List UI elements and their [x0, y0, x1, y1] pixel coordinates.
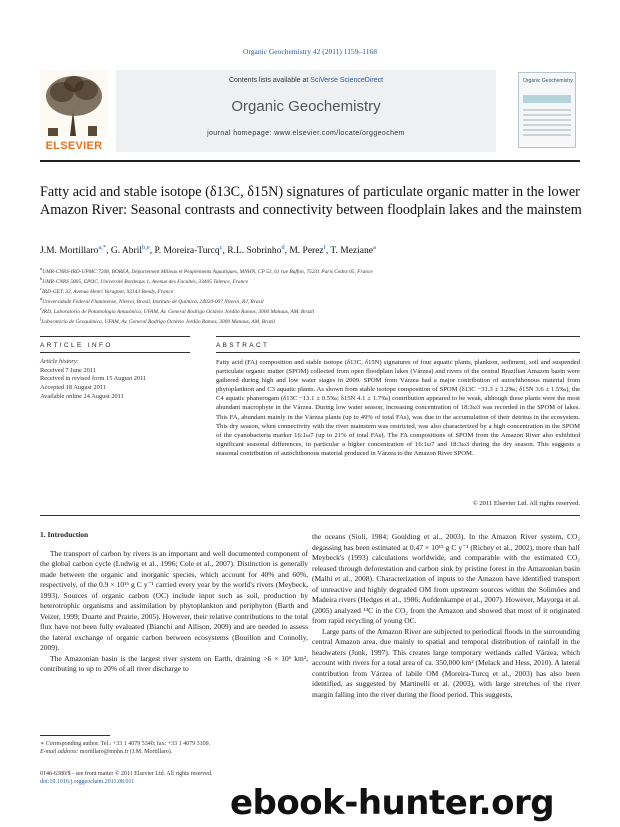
journal-homepage-link[interactable]: www.elsevier.com/locate/orggeochem: [274, 130, 405, 137]
info-top-rule: [40, 336, 190, 337]
email-link[interactable]: mortillaro@mnhn.fr (J.M. Mortillaro).: [79, 749, 173, 756]
doi-link[interactable]: doi:10.1016/j.orggeochem.2011.08.011: [40, 779, 135, 786]
watermark: ebook-hunter.org: [230, 783, 555, 823]
affiliation: $^b$UMR-CNRS 5805, EPOC, Université Bordeaux 1, Avenue des Facultés, 33405 Talence, France: [40, 275, 249, 285]
author[interactable]: G. Abril: [110, 246, 142, 257]
journal-name: Organic Geochemistry: [231, 98, 381, 115]
author[interactable]: T. Meziane: [330, 246, 373, 257]
affiliation: $^f$Laboratório de Geoquímica, UFAM, Av. General Rodrigo Octávio Jordão Ramos, 3000 Manaus, AM, Brazil: [40, 315, 275, 325]
body-column-left: [40, 530, 308, 675]
affiliation: $^e$IRD, Laboratorio de Potamologia Amazônica, UFAM, Av. General Rodrigo Octávio Jordão Ramos, 3000 Manaus, AM, Brazil: [40, 305, 315, 315]
cover-lines: [523, 109, 571, 139]
abstract-heading: ABSTRACT: [216, 342, 270, 349]
author-affiliation-mark[interactable]: a: [372, 244, 376, 251]
journal-cover-thumbnail: [518, 72, 576, 148]
homepage-line: [116, 130, 496, 137]
issn-line: 0146-6380/$ - see front matter © 2011 Elsevier Ltd. All rights reserved.: [40, 771, 213, 777]
publisher-logo-text: ELSEVIER: [45, 140, 103, 152]
article-history: [40, 358, 190, 401]
info-sub-rule: [40, 352, 190, 353]
author[interactable]: R.L. Sobrinho: [227, 246, 282, 257]
history-item: Received 7 June 2011: [40, 366, 97, 374]
elsevier-tree-logo: [40, 70, 108, 152]
author-affiliation-mark[interactable]: a,*: [98, 244, 107, 251]
body-paragraph: The Amazonian basin is the largest river system on Earth, draining >6 × 10⁶ km², contributing to up to 20% of all river discharge to: [40, 653, 308, 673]
cover-title: Organic Geochemistry: [523, 78, 573, 84]
affiliation: $^a$UMR-CNRS-IRD-UPMC 7208, BOREA, Département Milieux et Peuplements Aquatiques, MNHN, CP 53, 61 rue Buffon, 75231 Paris Cedex 05, France: [40, 266, 373, 275]
history-label: Article history:: [40, 358, 79, 365]
abstract-top-rule: [216, 336, 580, 337]
author-affiliation-mark[interactable]: d: [281, 244, 285, 251]
email-label: E-mail address:: [40, 749, 79, 756]
homepage-prefix: journal homepage:: [207, 130, 275, 137]
history-item: Received in revised form 15 August 2011: [40, 375, 147, 383]
tree-icon: [40, 70, 108, 140]
journal-banner: [116, 70, 496, 152]
abstract-copyright: © 2011 Elsevier Ltd. All rights reserved.: [472, 500, 580, 507]
affiliation: $^d$Universidade Federal Fluminense, Niteroi, Brasil, Instituto de Química, 24020-007 Niteroi, RJ, Brasil: [40, 295, 264, 305]
section-title: 1. Introduction: [40, 530, 89, 539]
body-paragraph: Large parts of the Amazon River are subjected to periodical floods in the surrounding central Amazon area, due mainly to spatial and temporal distribution of rainfall in the headwaters (Junk, 1997). This creates large temporary wetlands called Várzea, which account with rivers for a total area of ca. 350,000 km² (Melack and Hess, 2010). A lateral contribution from Várzea of labile OM (Moreira-Turcq et al., 2003) has also been identified, as suggested by Martinelli et al. (2003), with large stretches of the river margin falling into the river during the flood period. This suggests,: [312, 626, 580, 699]
affiliation: $^c$IRD-GET, 32, Avenue Henri Varagnat, 93143 Bondy, France: [40, 285, 174, 295]
masthead: [40, 70, 580, 152]
history-item: Available online 24 August 2011: [40, 392, 124, 400]
body-paragraph: the oceans (Sioli, 1984; Goulding et al., 2003). In the Amazon River system, CO₂ degassing has been estimated at 0.47 × 10¹⁵ g C y⁻¹ (Richey et al., 2002), more than half Meybeck's (1993) calculations worldwide, and comparable with the estimated CO₂ released through deforestation and carbon sink by pristine forest in the Amazonian basin (Malhi et al., 2008). Characterization of inputs to the Amazon have identified transport of unreactive and highly degraded OM from upstream sources within the Solimões and Madeira rivers (Hedges et al., 1986; Aufdenkampe et al., 2007). However, Mayorga et al. (2005) analyzed ¹⁴C in the CO₂ from the Amazon and showed that most of it originated from rapid recycling of young OC.: [312, 532, 580, 625]
affiliation-list: [40, 266, 585, 325]
abstract-sub-rule: [216, 352, 580, 353]
article-info-heading: ARTICLE INFO: [40, 342, 113, 349]
abstract-bottom-rule: [40, 515, 580, 516]
abstract-text: Fatty acid (FA) composition and stable isotope (δ13C, δ15N) signatures of four aquatic plants, plankton, sediment, soil and suspended particulate organic matter (SPOM) collected from open floodplain lakes (Várzea) and rivers of the central Brazilian Amazon basin were gathered during high and low water stages in 2009. SPOM from Várzea had a major contribution of autochthonous material from phytoplankton and C3 aquatic plants. As shown from stable isotope composition of SPOM (δ13C −31.3 ± 3.2‰; δ15N 3.6 ± 1.5‰), the C4 aquatic phanerogam (δ13C −13.1 ± 0.5‰; δ15N 4.1 ± 1.7‰) contribution appeared to be weak, although these plants were the most abundant macrophyte in the Várzea. During low water season, increasing concentration of 18:3ω3 was recorded in the SPOM of lakes. This FA, abundant mainly in the Várzea plants (up to 49% of total FAs), was due to the accumulation of their detritus in the ecosystem. This dry season, when connectivity with the river mainstem was restricted, was also characterized by a high concentration in the SPOM of the cyanobacteria marker 16:1ω7 (up to 21% of total FAs). The FA compositions of SPOM from the Amazon River also exhibited significant seasonal differences, in particular a higher concentration of 16:1ω7 and 18:3ω3 during the dry season. This suggests a seasonal contribution of autochthonous material produced in Várzea to the Amazon River SPOM.: [216, 359, 580, 457]
contents-line: [116, 77, 496, 84]
history-item: Accepted 18 August 2011: [40, 383, 106, 391]
email-line: [40, 748, 308, 756]
footnote-rule: [40, 735, 110, 736]
author-affiliation-mark[interactable]: b,e: [141, 244, 150, 251]
corresponding-author: ∗ Corresponding author. Tel.: +33 1 4079 5340; fax: +33 1 4079 3109.: [40, 741, 211, 747]
author-affiliation-mark[interactable]: c: [219, 244, 223, 251]
sciencedirect-link[interactable]: SciVerse ScienceDirect: [310, 77, 384, 84]
article-title: Fatty acid and stable isotope (δ13C, δ15N) signatures of particulate organic matter in the lower Amazon River: Seasonal contrasts and connectivity between floodplain lakes and the mainstem: [40, 184, 582, 219]
author[interactable]: P. Moreira-Turcq: [154, 246, 220, 257]
journal-reference: Organic Geochemistry 42 (2011) 1159–1168: [242, 47, 377, 56]
author[interactable]: J.M. Mortillaro: [40, 246, 99, 257]
body-paragraph: The transport of carbon by rivers is an important and well documented component of the global carbon cycle (Ludwig et al., 1996; Cole et al., 2007). Distinction is generally made between the organic and inorganic species, which account for 40% and 60%, respectively, of the 0.9 × 10¹⁵ g C y⁻¹ carried every year by the world's rivers (Meybeck, 1993). Sources of organic carbon (OC) include input such as soil, production by heterotrophic organisms and assimilation by phytoplankton and periphyton (Barth and Veizer, 1999; Duarte and Prairie, 2005). However, their relative contributions to the total flux have not been fully evaluated (Bianchi and Allison, 2009) and are needed to assess the lateral exchange of organic carbon between ecosystems (Bouillon and Connolly, 2009).: [40, 548, 308, 652]
header-rule: [40, 160, 580, 162]
cover-band: [523, 95, 571, 103]
author-affiliation-mark[interactable]: f: [323, 244, 326, 251]
contents-prefix: Contents lists available at: [228, 77, 311, 84]
body-column-right: [312, 532, 580, 700]
author[interactable]: M. Perez: [289, 246, 324, 257]
corresponding-author-footnote: [40, 740, 308, 757]
author-list: J.M. Mortillaro$^{a,*}$, G. Abril$^{b,e}$, P. Moreira-Turcq$^c$, R.L. Sobrinho$^d$, M. Perez$^f$, T. Meziane$^a$: [40, 244, 376, 257]
